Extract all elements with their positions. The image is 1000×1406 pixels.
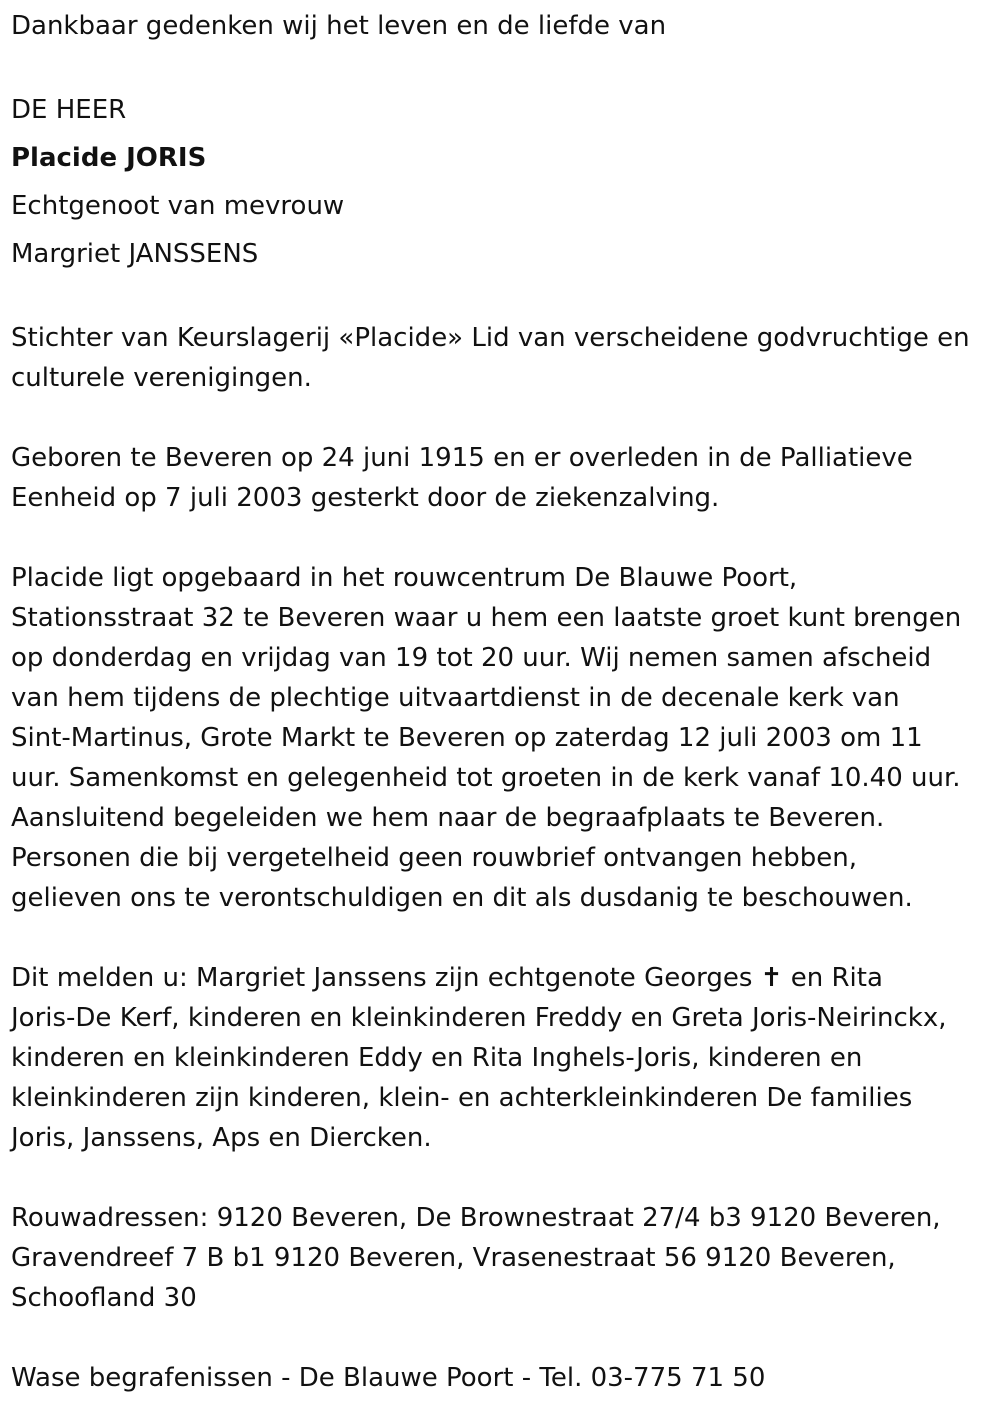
paragraph-line: Placide ligt opgebaard in het rouwcentrum De Blauwe Poort, — [11, 563, 798, 593]
spacer — [11, 46, 1000, 86]
paragraph-line: kinderen en kleinkinderen Eddy en Rita Inghels-Joris, kinderen en — [11, 1043, 863, 1073]
paragraph-line: Joris-De Kerf, kinderen en kleinkinderen Freddy en Greta Joris-Neirinckx, — [11, 1003, 947, 1033]
family-paragraph — [11, 958, 1000, 1158]
paragraph-line: Gravendreef 7 B b1 9120 Beveren, Vrasenestraat 56 9120 Beveren, — [11, 1243, 896, 1273]
paragraph-line: Personen die bij vergetelheid geen rouwbrief ontvangen hebben, — [11, 843, 857, 873]
ceremony-paragraph — [11, 558, 1000, 918]
spacer — [11, 918, 1000, 958]
spacer — [11, 1318, 1000, 1358]
paragraph-line: op donderdag en vrijdag van 19 tot 20 uur. Wij nemen samen afscheid — [11, 643, 932, 673]
paragraph-line: Eenheid op 7 juli 2003 gesterkt door de ziekenzalving. — [11, 483, 720, 513]
paragraph-line: kleinkinderen zijn kinderen, klein- en achterkleinkinderen De families — [11, 1083, 913, 1113]
birth-death-paragraph — [11, 438, 1000, 518]
spacer — [11, 398, 1000, 438]
spacer — [11, 278, 1000, 318]
family-text-end: en Rita — [782, 963, 883, 993]
paragraph-line: van hem tijdens de plechtige uitvaartdienst in de decenale kerk van — [11, 683, 900, 713]
paragraph-line: Rouwadressen: 9120 Beveren, De Brownestraat 27/4 b3 9120 Beveren, — [11, 1203, 941, 1233]
paragraph-line: Stationsstraat 32 te Beveren waar u hem een laatste groet kunt brengen — [11, 603, 962, 633]
deceased-name: Placide JORIS — [11, 143, 207, 173]
paragraph-line: Geboren te Beveren op 24 juni 1915 en er overleden in de Palliatieve — [11, 443, 913, 473]
paragraph-line: Stichter van Keurslagerij «Placide» Lid van verscheidene godvruchtige en — [11, 323, 970, 353]
addresses-paragraph — [11, 1198, 1000, 1318]
paragraph-line: Schoofland 30 — [11, 1283, 197, 1313]
family-text-start: Dit melden u: Margriet Janssens zijn echtgenote Georges — [11, 963, 761, 993]
paragraph-line — [11, 958, 1000, 998]
paragraph-line: Aansluitend begeleiden we hem naar de begraafplaats te Beveren. — [11, 803, 885, 833]
salutation: DE HEER — [11, 95, 127, 125]
spacer — [11, 518, 1000, 558]
spouse-name: Margriet JANSSENS — [11, 239, 259, 269]
paragraph-line: uur. Samenkomst en gelegenheid tot groeten in de kerk vanaf 10.40 uur. — [11, 763, 961, 793]
cross-icon: ✝ — [760, 963, 783, 993]
paragraph-line: gelieven ons te verontschuldigen en dit als dusdanig te beschouwen. — [11, 883, 913, 913]
paragraph-line: culturele verenigingen. — [11, 363, 312, 393]
spacer — [11, 1158, 1000, 1198]
funeral-home-contact: Wase begrafenissen - De Blauwe Poort - Tel. 03-775 71 50 — [11, 1363, 766, 1393]
name-block — [11, 86, 1000, 278]
founder-paragraph — [11, 318, 1000, 398]
spouse-label: Echtgenoot van mevrouw — [11, 191, 345, 221]
paragraph-line: Joris, Janssens, Aps en Diercken. — [11, 1123, 432, 1153]
paragraph-line: Sint-Martinus, Grote Markt te Beveren op zaterdag 12 juli 2003 om 11 — [11, 723, 923, 753]
intro-text: Dankbaar gedenken wij het leven en de liefde van — [11, 11, 667, 41]
